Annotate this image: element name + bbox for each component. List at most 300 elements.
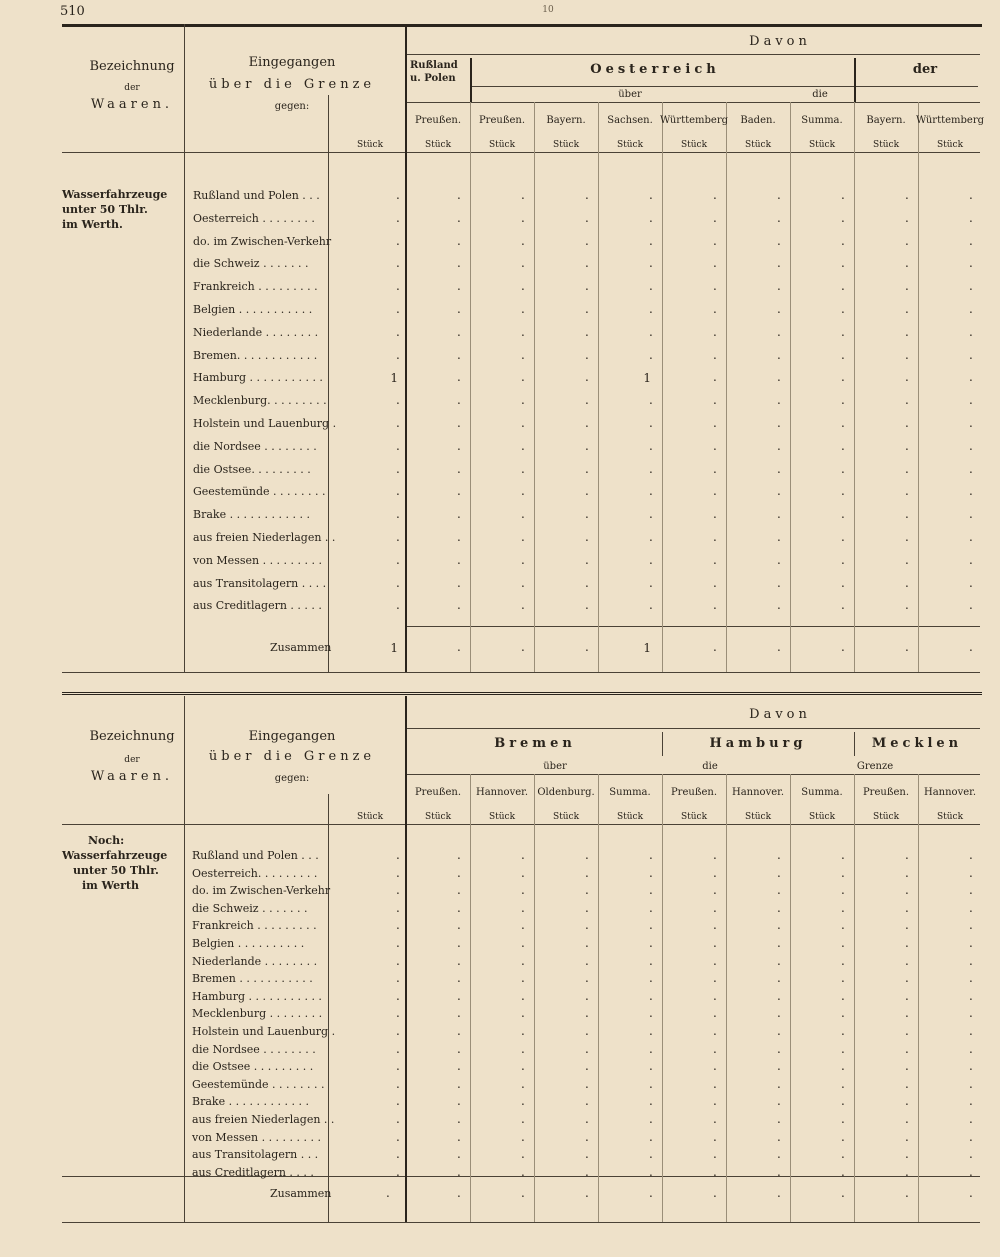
- empty-cell-dot: .: [905, 575, 909, 590]
- empty-cell-dot: .: [649, 883, 653, 898]
- column-unit: Stück: [744, 812, 772, 822]
- empty-cell-dot: .: [713, 1164, 717, 1179]
- empty-cell-dot: .: [969, 598, 973, 613]
- empty-cell-dot: .: [841, 484, 845, 499]
- empty-cell-dot: .: [969, 210, 973, 225]
- empty-cell-dot: .: [713, 575, 717, 590]
- der-label-2: der: [124, 755, 140, 765]
- empty-cell-dot: .: [713, 640, 717, 654]
- empty-cell-dot: .: [713, 936, 717, 950]
- empty-cell-dot: .: [905, 416, 909, 430]
- empty-cell-dot: .: [649, 971, 653, 986]
- empty-cell-dot: .: [521, 936, 525, 950]
- waaren-label: Waaren.: [90, 97, 174, 112]
- row-label: die Nordsee . . . . . . . .: [193, 439, 317, 453]
- empty-cell-dot: .: [905, 1147, 909, 1162]
- davon-label-2: Davon: [749, 707, 811, 722]
- empty-cell-dot: .: [777, 575, 781, 590]
- empty-cell-dot: .: [585, 1112, 589, 1126]
- empty-cell-dot: .: [777, 484, 781, 499]
- empty-cell-dot: .: [457, 883, 461, 898]
- empty-cell-dot: .: [457, 188, 461, 202]
- empty-cell-dot: .: [841, 971, 845, 986]
- empty-cell-dot: .: [396, 484, 400, 499]
- row-label: Bremen. . . . . . . . . . . .: [193, 348, 318, 362]
- empty-cell-dot: .: [713, 438, 717, 453]
- empty-cell-dot: .: [396, 416, 400, 430]
- eingegangen-label: Eingegangen: [248, 55, 336, 70]
- empty-cell-dot: .: [969, 552, 973, 567]
- empty-cell-dot: .: [396, 1094, 400, 1109]
- column-header: Bayern.: [866, 115, 906, 126]
- empty-cell-dot: .: [713, 598, 717, 613]
- empty-cell-dot: .: [649, 461, 653, 476]
- empty-cell-dot: .: [521, 552, 525, 567]
- empty-cell-dot: .: [396, 988, 400, 1003]
- empty-cell-dot: .: [521, 1164, 525, 1179]
- row-label: Mecklenburg . . . . . . . .: [192, 1007, 323, 1021]
- empty-cell-dot: .: [585, 640, 589, 654]
- empty-cell-dot: .: [521, 507, 525, 522]
- die-label: die: [812, 89, 828, 100]
- empty-cell-dot: .: [521, 1024, 525, 1038]
- empty-cell-dot: .: [585, 900, 589, 915]
- grenze-label-2: über die Grenze: [208, 749, 376, 764]
- empty-cell-dot: .: [969, 188, 973, 202]
- empty-cell-dot: .: [905, 256, 909, 271]
- empty-cell-dot: .: [713, 900, 717, 915]
- page-number: 510: [60, 4, 85, 19]
- empty-cell-dot: .: [777, 370, 781, 385]
- empty-cell-dot: .: [777, 552, 781, 567]
- empty-cell-dot: .: [713, 1129, 717, 1144]
- empty-cell-dot: .: [649, 1129, 653, 1144]
- empty-cell-dot: .: [841, 461, 845, 476]
- empty-cell-dot: .: [777, 302, 781, 316]
- empty-cell-dot: .: [585, 1041, 589, 1056]
- empty-cell-dot: .: [841, 575, 845, 590]
- empty-cell-dot: .: [457, 953, 461, 968]
- empty-cell-dot: .: [457, 484, 461, 499]
- empty-cell-dot: .: [585, 953, 589, 968]
- empty-cell-dot: .: [713, 347, 717, 362]
- empty-cell-dot: .: [521, 1112, 525, 1126]
- empty-cell-dot: .: [585, 848, 589, 862]
- empty-cell-dot: .: [457, 256, 461, 271]
- empty-cell-dot: .: [521, 953, 525, 968]
- empty-cell-dot: .: [905, 1129, 909, 1144]
- column-unit: Stück: [872, 140, 900, 150]
- empty-cell-dot: .: [713, 1041, 717, 1056]
- empty-cell-dot: .: [905, 1059, 909, 1074]
- empty-cell-dot: .: [521, 324, 525, 339]
- empty-cell-dot: .: [521, 188, 525, 202]
- eingegangen-label-2: Eingegangen: [248, 729, 336, 744]
- empty-cell-dot: .: [969, 900, 973, 915]
- empty-cell-dot: .: [396, 1112, 400, 1126]
- empty-cell-dot: .: [396, 347, 400, 362]
- empty-cell-dot: .: [585, 575, 589, 590]
- row-label: Brake . . . . . . . . . . . .: [192, 1095, 309, 1109]
- ueber-label: über: [618, 89, 642, 100]
- empty-cell-dot: .: [841, 530, 845, 544]
- empty-cell-dot: .: [905, 279, 909, 294]
- empty-cell-dot: .: [396, 507, 400, 522]
- empty-cell-dot: .: [521, 848, 525, 862]
- empty-cell-dot: .: [585, 598, 589, 613]
- cell-value: 1: [643, 371, 651, 386]
- empty-cell-dot: .: [713, 530, 717, 544]
- empty-cell-dot: .: [649, 279, 653, 294]
- row-label: Geestemünde . . . . . . . .: [193, 485, 326, 499]
- empty-cell-dot: .: [396, 552, 400, 567]
- column-header: Bayern.: [546, 115, 586, 126]
- empty-cell-dot: .: [713, 1024, 717, 1038]
- empty-cell-dot: .: [585, 971, 589, 986]
- empty-cell-dot: .: [396, 1041, 400, 1056]
- empty-cell-dot: .: [521, 393, 525, 408]
- empty-cell-dot: .: [905, 900, 909, 915]
- empty-cell-dot: .: [841, 188, 845, 202]
- empty-cell-dot: .: [713, 865, 717, 880]
- empty-cell-dot: .: [777, 461, 781, 476]
- empty-cell-dot: .: [457, 233, 461, 248]
- empty-cell-dot: .: [969, 1129, 973, 1144]
- empty-cell-dot: .: [396, 1024, 400, 1038]
- column-unit: Stück: [680, 140, 708, 150]
- row-label: aus freien Niederlagen . .: [192, 1113, 335, 1126]
- empty-cell-dot: .: [841, 883, 845, 898]
- empty-cell-dot: .: [777, 530, 781, 544]
- row-label: Bremen . . . . . . . . . . .: [192, 972, 313, 986]
- empty-cell-dot: .: [905, 552, 909, 567]
- column-unit: Stück: [936, 140, 964, 150]
- empty-cell-dot: .: [777, 416, 781, 430]
- empty-cell-dot: .: [457, 936, 461, 950]
- empty-cell-dot: .: [396, 953, 400, 968]
- empty-cell-dot: .: [841, 416, 845, 430]
- column-unit: Stück: [616, 812, 644, 822]
- empty-cell-dot: .: [585, 1006, 589, 1021]
- row-label: die Schweiz . . . . . . .: [193, 257, 309, 271]
- empty-cell-dot: .: [457, 1094, 461, 1109]
- bremen-label: Bremen: [494, 736, 576, 751]
- empty-cell-dot: .: [396, 461, 400, 476]
- column-unit: Stück: [872, 812, 900, 822]
- empty-cell-dot: .: [521, 279, 525, 294]
- empty-cell-dot: .: [969, 461, 973, 476]
- empty-cell-dot: .: [905, 233, 909, 248]
- total-stueck: 1: [390, 641, 398, 655]
- empty-cell-dot: .: [841, 302, 845, 316]
- empty-cell-dot: .: [585, 530, 589, 544]
- column-header: Oldenburg.: [537, 787, 595, 798]
- empty-cell-dot: .: [585, 416, 589, 430]
- grenze-label: über die Grenze: [208, 77, 376, 92]
- column-header: Preußen.: [862, 787, 910, 798]
- row-label: Hamburg . . . . . . . . . . .: [193, 371, 323, 385]
- empty-cell-dot: .: [521, 575, 525, 590]
- empty-cell-dot: .: [457, 575, 461, 590]
- empty-cell-dot: .: [713, 370, 717, 385]
- empty-cell-dot: .: [969, 1112, 973, 1126]
- empty-cell-dot: .: [841, 1186, 845, 1200]
- empty-cell-dot: .: [396, 188, 400, 202]
- empty-cell-dot: .: [841, 1024, 845, 1038]
- empty-cell-dot: .: [969, 393, 973, 408]
- empty-cell-dot: .: [457, 900, 461, 915]
- empty-cell-dot: .: [457, 988, 461, 1003]
- column-header: Baden.: [740, 115, 776, 126]
- empty-cell-dot: .: [777, 1024, 781, 1038]
- empty-cell-dot: .: [713, 1186, 717, 1200]
- empty-cell-dot: .: [905, 971, 909, 986]
- waaren-label-2: Waaren.: [90, 769, 174, 784]
- empty-cell-dot: .: [777, 918, 781, 933]
- empty-cell-dot: .: [713, 461, 717, 476]
- oesterreich-label: Oesterreich: [590, 62, 720, 77]
- empty-cell-dot: .: [457, 865, 461, 880]
- empty-cell-dot: .: [713, 393, 717, 408]
- der-label: der: [124, 83, 140, 93]
- empty-cell-dot: .: [521, 1147, 525, 1162]
- empty-cell-dot: .: [585, 1129, 589, 1144]
- row-label: Niederlande . . . . . . . .: [192, 954, 318, 968]
- empty-cell-dot: .: [841, 347, 845, 362]
- row-label: do. im Zwischen-Verkehr: [193, 234, 332, 248]
- empty-cell-dot: .: [905, 324, 909, 339]
- empty-cell-dot: .: [649, 900, 653, 915]
- empty-cell-dot: .: [777, 936, 781, 950]
- empty-cell-dot: .: [585, 507, 589, 522]
- empty-cell-dot: .: [649, 1059, 653, 1074]
- row-label: die Ostsee . . . . . . . . .: [192, 1060, 314, 1074]
- empty-cell-dot: .: [521, 1059, 525, 1074]
- empty-cell-dot: .: [649, 1164, 653, 1179]
- column-header: Preußen.: [670, 787, 718, 798]
- empty-cell-dot: .: [585, 393, 589, 408]
- empty-cell-dot: .: [396, 1129, 400, 1144]
- empty-cell-dot: .: [969, 1186, 973, 1200]
- empty-cell-dot: .: [841, 1076, 845, 1091]
- polen-label: u. Polen: [410, 73, 456, 84]
- empty-cell-dot: .: [649, 865, 653, 880]
- empty-cell-dot: .: [649, 575, 653, 590]
- empty-cell-dot: .: [905, 598, 909, 613]
- empty-cell-dot: .: [969, 279, 973, 294]
- row-label: Oesterreich . . . . . . . .: [193, 211, 315, 225]
- empty-cell-dot: .: [521, 865, 525, 880]
- empty-cell-dot: .: [713, 210, 717, 225]
- empty-cell-dot: .: [905, 1186, 909, 1200]
- empty-cell-dot: .: [521, 883, 525, 898]
- empty-cell-dot: .: [396, 438, 400, 453]
- empty-cell-dot: .: [713, 233, 717, 248]
- empty-cell-dot: .: [905, 1112, 909, 1126]
- empty-cell-dot: .: [521, 988, 525, 1003]
- empty-cell-dot: .: [521, 347, 525, 362]
- empty-cell-dot: .: [585, 279, 589, 294]
- empty-cell-dot: .: [521, 640, 525, 654]
- empty-cell-dot: .: [396, 279, 400, 294]
- row-label: aus freien Niederlagen . .: [193, 531, 336, 544]
- empty-cell-dot: .: [905, 918, 909, 933]
- empty-cell-dot: .: [457, 1076, 461, 1091]
- column-header: Summa.: [609, 787, 651, 798]
- empty-cell-dot: .: [713, 848, 717, 862]
- column-unit: Stück: [424, 812, 452, 822]
- column-header: Summa.: [801, 787, 843, 798]
- empty-cell-dot: .: [969, 918, 973, 933]
- empty-cell-dot: .: [396, 900, 400, 915]
- row-label: Geestemünde . . . . . . . .: [192, 1077, 325, 1091]
- empty-cell-dot: .: [457, 347, 461, 362]
- empty-cell-dot: .: [777, 347, 781, 362]
- row-label: aus Creditlagern . . . . .: [193, 599, 322, 613]
- empty-cell-dot: .: [905, 1024, 909, 1038]
- empty-cell-dot: .: [713, 918, 717, 933]
- empty-cell-dot: .: [905, 865, 909, 880]
- empty-cell-dot: .: [841, 918, 845, 933]
- davon-label: Davon: [749, 34, 811, 49]
- empty-cell-dot: .: [649, 1006, 653, 1021]
- empty-cell-dot: .: [396, 848, 400, 862]
- empty-cell-dot: .: [713, 1076, 717, 1091]
- empty-cell-dot: .: [521, 1094, 525, 1109]
- empty-cell-dot: .: [585, 1076, 589, 1091]
- empty-cell-dot: .: [521, 302, 525, 316]
- empty-cell-dot: .: [841, 438, 845, 453]
- empty-cell-dot: .: [905, 936, 909, 950]
- empty-cell-dot: .: [969, 640, 973, 654]
- empty-cell-dot: .: [585, 1164, 589, 1179]
- empty-cell-dot: .: [777, 507, 781, 522]
- empty-cell-dot: .: [457, 530, 461, 544]
- row-label: aus Transitolagern . . .: [192, 1148, 319, 1162]
- row-label: Niederlande . . . . . . . .: [193, 325, 319, 339]
- empty-cell-dot: .: [969, 1024, 973, 1038]
- bezeichnung-label-2: Bezeichnung: [89, 729, 175, 744]
- empty-cell-dot: .: [905, 848, 909, 862]
- empty-cell-dot: .: [777, 256, 781, 271]
- column-unit: Stück: [680, 812, 708, 822]
- row-label: die Ostsee. . . . . . . . .: [193, 462, 311, 476]
- empty-cell-dot: .: [969, 1094, 973, 1109]
- empty-cell-dot: .: [713, 971, 717, 986]
- column-unit: Stück: [808, 812, 836, 822]
- empty-cell-dot: .: [905, 953, 909, 968]
- empty-cell-dot: .: [521, 1076, 525, 1091]
- empty-cell-dot: .: [649, 1076, 653, 1091]
- empty-cell-dot: .: [521, 1041, 525, 1056]
- empty-cell-dot: .: [841, 1164, 845, 1179]
- empty-cell-dot: .: [457, 1006, 461, 1021]
- empty-cell-dot: .: [585, 988, 589, 1003]
- empty-cell-dot: .: [585, 484, 589, 499]
- die-label-2: die: [702, 761, 718, 772]
- empty-cell-dot: .: [713, 416, 717, 430]
- empty-cell-dot: .: [457, 210, 461, 225]
- empty-cell-dot: .: [521, 900, 525, 915]
- column-unit: Stück: [936, 812, 964, 822]
- column-header: Sachsen.: [607, 115, 653, 126]
- empty-cell-dot: .: [969, 347, 973, 362]
- column-unit: Stück: [808, 140, 836, 150]
- row-label: Holstein und Lauenburg .: [193, 417, 337, 430]
- empty-cell-dot: .: [649, 302, 653, 316]
- empty-cell-dot: .: [457, 1112, 461, 1126]
- empty-cell-dot: .: [396, 1147, 400, 1162]
- row-label: Hamburg . . . . . . . . . . .: [192, 989, 322, 1003]
- empty-cell-dot: .: [396, 575, 400, 590]
- empty-cell-dot: .: [777, 988, 781, 1003]
- empty-cell-dot: .: [457, 416, 461, 430]
- empty-cell-dot: .: [841, 1112, 845, 1126]
- empty-cell-dot: .: [969, 530, 973, 544]
- empty-cell-dot: .: [905, 1164, 909, 1179]
- empty-cell-dot: .: [841, 936, 845, 950]
- empty-cell-dot: .: [841, 1129, 845, 1144]
- empty-cell-dot: .: [521, 918, 525, 933]
- empty-cell-dot: .: [457, 552, 461, 567]
- empty-cell-dot: .: [841, 1041, 845, 1056]
- item2-label-4: im Werth: [82, 879, 139, 892]
- empty-cell-dot: .: [969, 256, 973, 271]
- empty-cell-dot: .: [396, 210, 400, 225]
- empty-cell-dot: .: [969, 302, 973, 316]
- empty-cell-dot: .: [521, 484, 525, 499]
- empty-cell-dot: .: [457, 848, 461, 862]
- row-label: die Schweiz . . . . . . .: [192, 901, 308, 915]
- empty-cell-dot: .: [777, 188, 781, 202]
- empty-cell-dot: .: [969, 953, 973, 968]
- empty-cell-dot: .: [841, 507, 845, 522]
- column-header: Preußen.: [414, 115, 462, 126]
- column-unit: Stück: [616, 140, 644, 150]
- empty-cell-dot: .: [649, 484, 653, 499]
- empty-cell-dot: .: [649, 1112, 653, 1126]
- empty-cell-dot: .: [777, 1076, 781, 1091]
- empty-cell-dot: .: [713, 1147, 717, 1162]
- empty-cell-dot: .: [649, 256, 653, 271]
- empty-cell-dot: .: [649, 936, 653, 950]
- empty-cell-dot: .: [777, 848, 781, 862]
- empty-cell-dot: .: [457, 971, 461, 986]
- empty-cell-dot: .: [521, 461, 525, 476]
- empty-cell-dot: .: [585, 883, 589, 898]
- empty-cell-dot: .: [457, 1024, 461, 1038]
- empty-cell-dot: .: [777, 1006, 781, 1021]
- empty-cell-dot: .: [457, 598, 461, 613]
- empty-cell-dot: .: [841, 1059, 845, 1074]
- empty-cell-dot: .: [969, 324, 973, 339]
- empty-cell-dot: .: [841, 953, 845, 968]
- empty-cell-dot: .: [777, 1112, 781, 1126]
- empty-cell-dot: .: [396, 598, 400, 613]
- empty-cell-dot: .: [396, 324, 400, 339]
- empty-cell-dot: .: [396, 530, 400, 544]
- empty-cell-dot: .: [521, 416, 525, 430]
- empty-cell-dot: .: [969, 936, 973, 950]
- empty-cell-dot: .: [969, 507, 973, 522]
- empty-cell-dot: .: [841, 865, 845, 880]
- item2-label-3: unter 50 Thlr.: [73, 864, 159, 877]
- gegen-label: gegen:: [274, 101, 310, 112]
- empty-cell-dot: .: [457, 1129, 461, 1144]
- empty-cell-dot: .: [585, 1094, 589, 1109]
- column-header: Hannover.: [475, 787, 529, 798]
- empty-cell-dot: .: [457, 1164, 461, 1179]
